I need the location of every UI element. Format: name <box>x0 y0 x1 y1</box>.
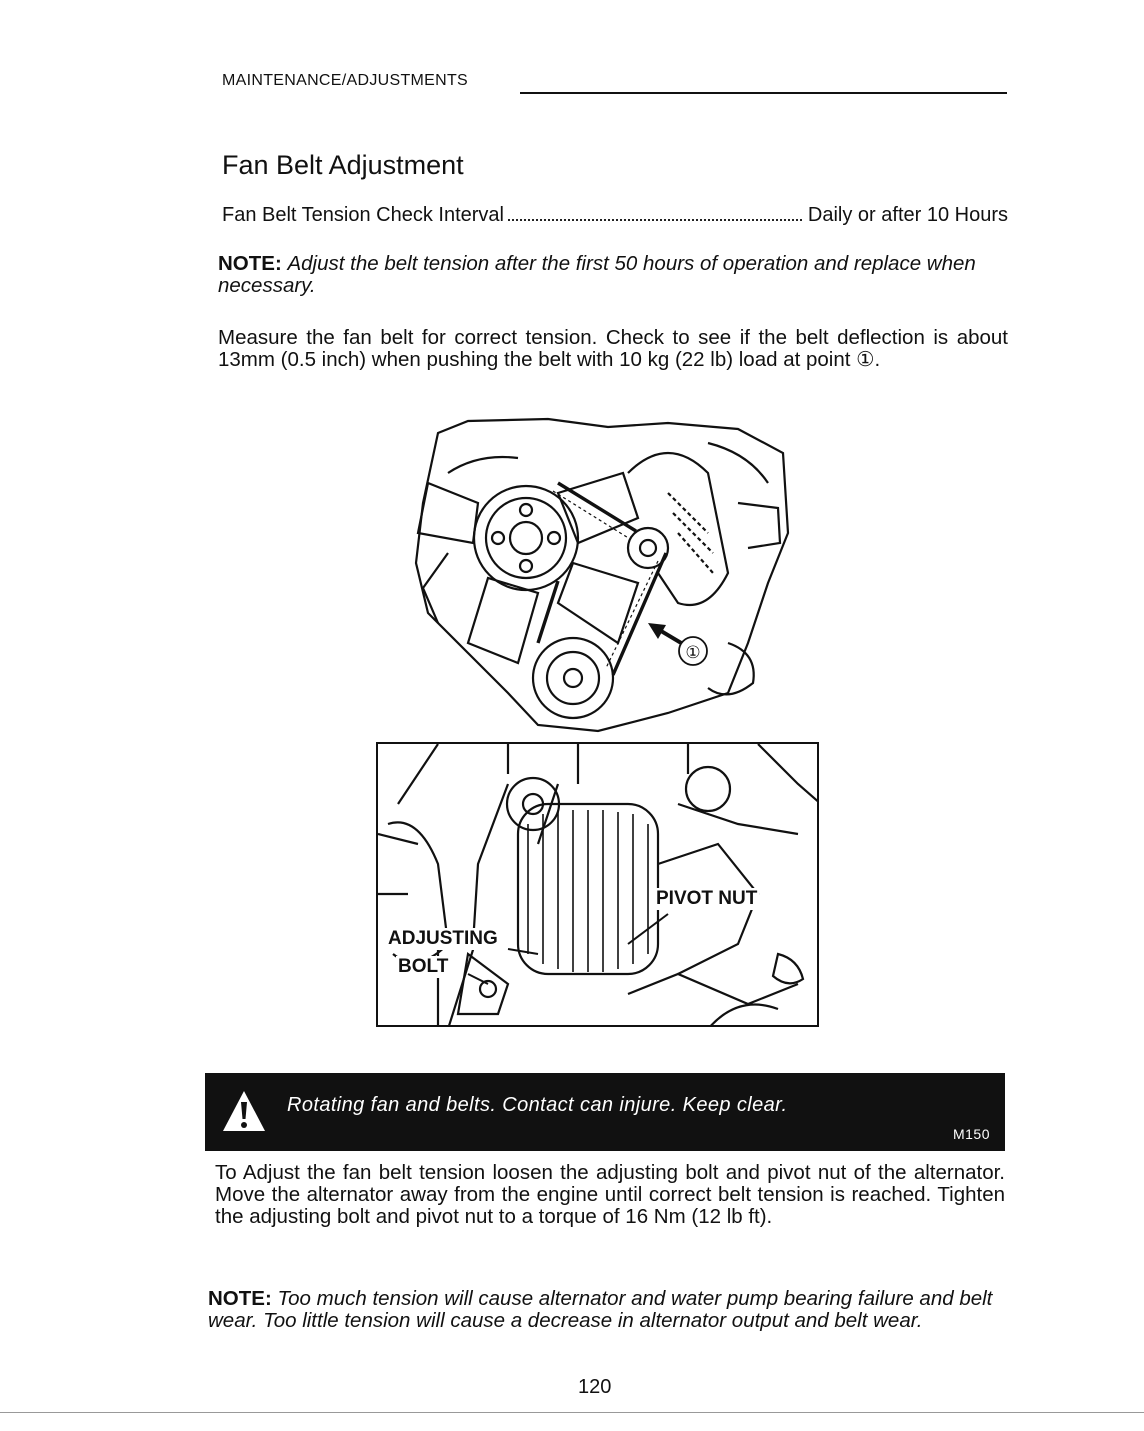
leader-dots <box>508 219 802 221</box>
interval-label: Fan Belt Tension Check Interval <box>222 204 505 226</box>
alternator-drawing <box>378 744 819 1027</box>
measure-paragraph: Measure the fan belt for correct tension. Check to see if the belt deflection is about 13mm (0.5 inch) when pushing the belt with 10 kg (22 lb) load at point ①. <box>218 326 1008 371</box>
pivot-nut-label: PIVOT NUT <box>656 888 758 909</box>
warning-code: M150 <box>952 1126 990 1142</box>
interval-value: Daily or after 10 Hours <box>807 204 1008 226</box>
section-header: MAINTENANCE/ADJUSTMENTS <box>222 72 469 89</box>
warning-text: Rotating fan and belts. Contact can injure. Keep clear. <box>287 1094 788 1116</box>
note-tension-warning <box>208 1288 1003 1332</box>
interval-row <box>222 204 1008 227</box>
page-number: 120 <box>578 1376 612 1398</box>
page-title: Fan Belt Adjustment <box>222 150 464 180</box>
point-callout: ① <box>685 643 701 663</box>
note-text: Too much tension will cause alternator and water pump bearing failure and belt wear. Too little tension will cause a decrease in alternator output and belt wear. <box>208 1287 993 1332</box>
bottom-rule <box>0 1412 1144 1413</box>
adjust-paragraph: To Adjust the fan belt tension loosen the adjusting bolt and pivot nut of the alternator. Move the alternator away from the engine until correct belt tension is reached. Tighten the adjusting bolt and pivot nut to a torque of 16 Nm (12 lb ft). <box>215 1161 1005 1228</box>
note-text: Adjust the belt tension after the first 50 hours of operation and replace when necessary. <box>218 252 976 297</box>
adjusting-label: ADJUSTING <box>388 928 498 949</box>
engine-belt-drawing <box>408 413 796 735</box>
note-adjust-tension <box>218 253 1008 297</box>
note-label: NOTE: <box>218 252 282 275</box>
note-label: NOTE: <box>208 1287 272 1310</box>
engine-belt-illustration <box>408 413 796 735</box>
alternator-illustration <box>376 742 819 1027</box>
warning-triangle-icon <box>221 1089 267 1133</box>
warning-bar <box>205 1073 1005 1151</box>
header-rule <box>520 92 1007 94</box>
bolt-label: BOLT <box>398 956 449 977</box>
